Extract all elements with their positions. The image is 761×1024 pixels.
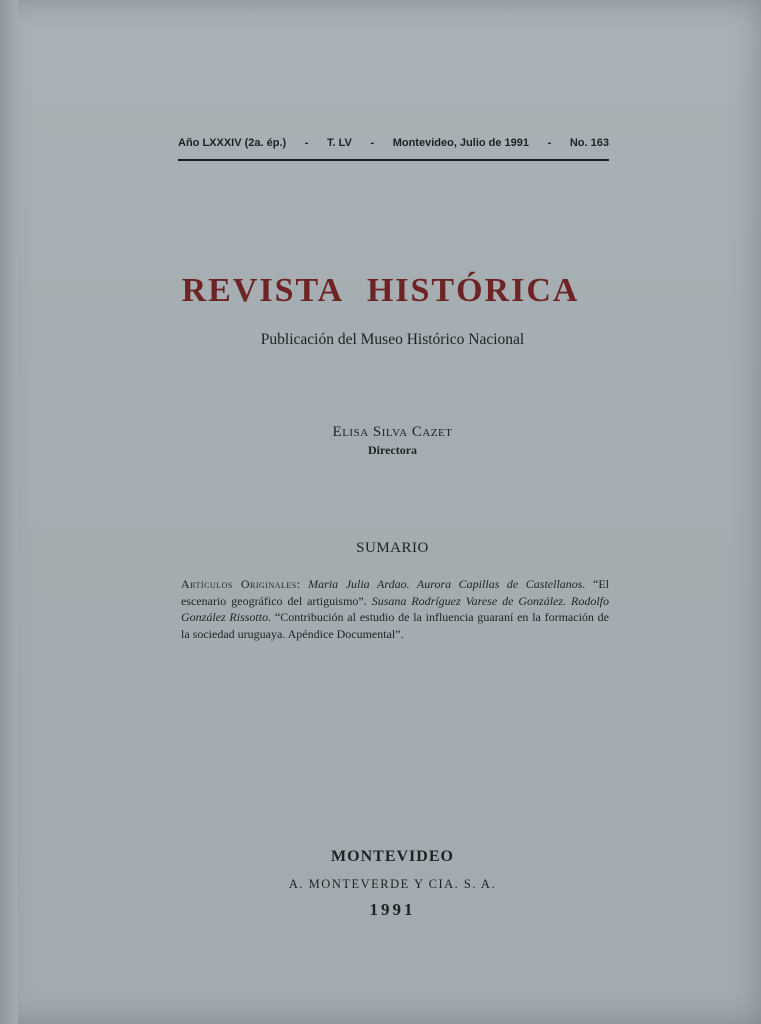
imprint-city: MONTEVIDEO (331, 848, 454, 865)
issue-year: Año LXXXIV (2a. ép.) (178, 137, 287, 149)
summary-article-2: “Contribución al estudio de la influencia guaraní en la formación de la sociedad uruguaya. Apéndice Documental”. (181, 610, 610, 641)
header-rule (178, 159, 609, 161)
header-separator: - (547, 137, 552, 149)
imprint-publisher: A. MONTEVERDE Y CIA. S. A. (288, 877, 497, 891)
summary-section-label: Artículos Originales: (181, 577, 301, 591)
director-name: Elisa Silva Cazet (332, 424, 453, 440)
header-separator: - (370, 137, 375, 149)
summary-text (181, 576, 609, 642)
journal-subtitle: Publicación del Museo Histórico Nacional (260, 331, 525, 348)
issue-number: No. 163 (569, 137, 609, 149)
cover-spine-edge (0, 0, 18, 1024)
header-separator: - (304, 137, 309, 149)
journal-title: REVISTA HISTÓRICA (181, 272, 580, 309)
summary-article-1: “El escenario geográfico del artiguismo”. (181, 577, 610, 608)
summary-authors-2: Susana Rodríguez Varese de González. Rodolfo González Rissotto. (181, 593, 609, 624)
imprint-year: 1991 (369, 900, 416, 919)
summary-authors-1: Maria Julia Ardao. Aurora Capillas de Castellanos. (308, 577, 586, 591)
director-role: Directora (367, 443, 418, 457)
issue-place-date: Montevideo, Julio de 1991 (392, 137, 530, 149)
issue-header (178, 137, 609, 149)
issue-tome: T. LV (327, 137, 352, 149)
summary-heading: SUMARIO (356, 540, 429, 556)
